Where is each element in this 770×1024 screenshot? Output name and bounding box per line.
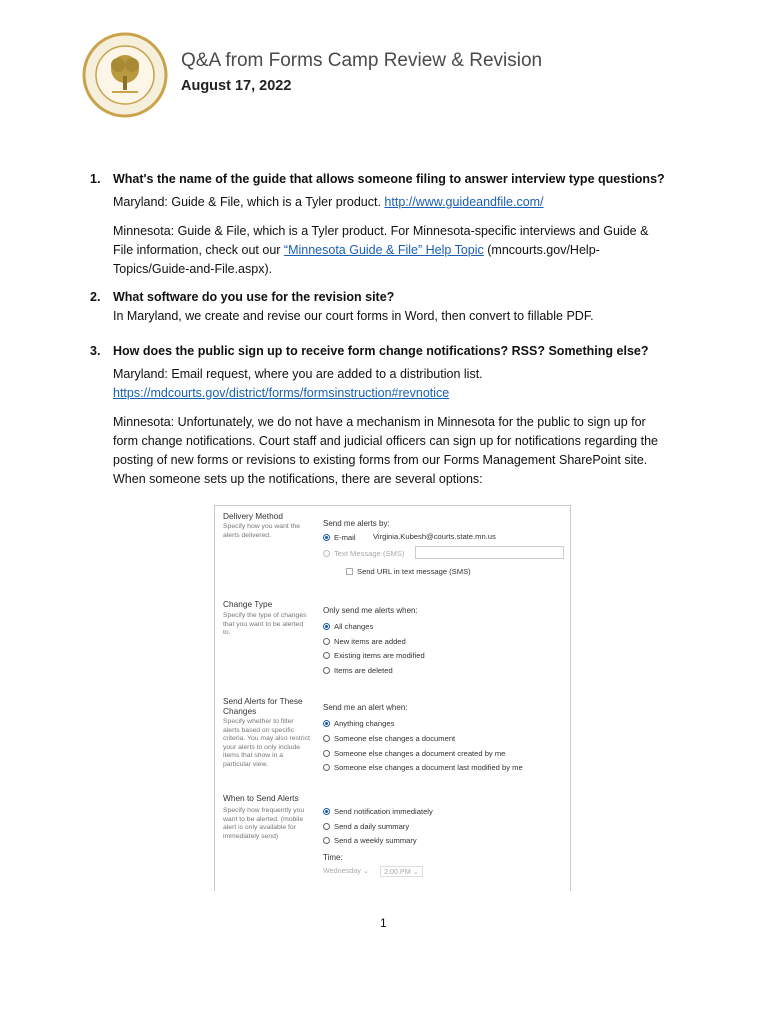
question-3: How does the public sign up to receive form change notifications? RSS? Something else? [113, 344, 649, 358]
answer-1-minnesota [113, 222, 683, 279]
day-select[interactable] [323, 866, 369, 875]
filter-option[interactable] [323, 719, 394, 728]
option-label: Send URL in text message (SMS) [357, 567, 471, 576]
answer-text: File information, check out our [113, 243, 284, 257]
change-type-desc: Specify the type of changes that you want to be alerted to. [223, 612, 307, 637]
filter-option[interactable] [323, 763, 523, 772]
option-label: Send a weekly summary [334, 836, 417, 845]
answer-line: Topics/Guide-and-File.aspx). [113, 262, 273, 276]
option-label: Text Message (SMS) [334, 549, 405, 558]
radio-icon[interactable] [323, 652, 330, 659]
answer-line: posting of new forms or revisions to existing forms from our Forms Management SharePoint site. [113, 453, 648, 467]
radio-icon[interactable] [323, 667, 330, 674]
page-number: 1 [380, 916, 387, 930]
option-label: Someone else changes a document created by me [334, 749, 506, 758]
radio-icon[interactable] [323, 735, 330, 742]
radio-selected-icon[interactable] [323, 534, 330, 541]
option-label: Send notification immediately [334, 807, 433, 816]
minnesota-guide-link[interactable]: “Minnesota Guide & File” Help Topic [283, 243, 484, 257]
chevron-down-icon: ⌄ [410, 867, 419, 876]
answer-1-maryland [113, 193, 683, 212]
radio-icon[interactable] [323, 638, 330, 645]
delivery-method-title: Delivery Method [223, 511, 283, 521]
court-seal-logo [82, 32, 168, 118]
question-number: 3. [90, 344, 101, 358]
answer-line: Minnesota: Guide & File, which is a Tyler product. For Minnesota-specific interviews and Guide & [113, 224, 649, 238]
change-type-option[interactable] [323, 651, 425, 660]
answer-line: When someone sets up the notifications, there are several options: [113, 472, 483, 486]
answer-line: Minnesota: Unfortunately, we do not have a mechanism in Minnesota for the public to sign up for [113, 415, 646, 429]
radio-selected-icon[interactable] [323, 720, 330, 727]
option-label: Existing items are modified [334, 651, 425, 660]
question-number: 2. [90, 290, 101, 304]
option-label: Send a daily summary [334, 822, 410, 831]
when-to-send-title: When to Send Alerts [223, 793, 299, 803]
email-address-value: Virginia.Kubesh@courts.state.mn.us [373, 532, 496, 541]
mdcourts-link[interactable]: https://mdcourts.gov/district/forms/formsinstruction#revnotice [113, 386, 450, 400]
change-type-title: Change Type [223, 599, 273, 609]
option-label: Someone else changes a document [334, 734, 456, 743]
radio-icon[interactable] [323, 750, 330, 757]
send-alerts-by-label: Send me alerts by: [323, 519, 390, 528]
answer-2: In Maryland, we create and revise our court forms in Word, then convert to fillable PDF. [113, 309, 594, 323]
delivery-method-desc: Specify how you want the alerts delivered. [223, 523, 301, 539]
time-label: Time: [323, 853, 343, 862]
guideandfile-link[interactable]: http://www.guideandfile.com/ [384, 195, 544, 209]
change-type-option[interactable] [323, 637, 406, 646]
option-label: Someone else changes a document last modified by me [334, 763, 523, 772]
filter-title: Send Alerts for These Changes [223, 696, 303, 716]
answer-text: (mncourts.gov/Help- [483, 243, 600, 257]
day-value: Wednesday [323, 866, 361, 875]
filter-option[interactable] [323, 734, 455, 743]
filter-desc: Specify whether to filter alerts based on specific criteria. You may also restrict your alerts to only include items that show in a particular view. [223, 718, 310, 768]
radio-icon[interactable] [323, 550, 330, 557]
answer-line: form change notifications. Court staff and judicial officers can sign up for notifications regarding the [113, 434, 658, 448]
filter-option[interactable] [323, 749, 505, 758]
option-label: Anything changes [334, 719, 395, 728]
only-send-label: Only send me alerts when: [323, 606, 418, 615]
answer-3-minnesota [113, 413, 683, 489]
alert-settings-screenshot [214, 505, 571, 891]
chevron-down-icon: ⌄ [360, 866, 369, 875]
radio-icon[interactable] [323, 823, 330, 830]
radio-icon[interactable] [323, 764, 330, 771]
change-type-option[interactable] [323, 622, 373, 631]
radio-selected-icon[interactable] [323, 808, 330, 815]
question-2: What software do you use for the revision site? [113, 290, 395, 304]
schedule-option[interactable] [323, 807, 433, 816]
sms-option[interactable] [323, 549, 404, 558]
send-alert-when-label: Send me an alert when: [323, 703, 408, 712]
hour-select[interactable] [380, 866, 423, 877]
email-option[interactable] [323, 533, 356, 542]
radio-icon[interactable] [323, 837, 330, 844]
document-date: August 17, 2022 [181, 78, 292, 94]
schedule-option[interactable] [323, 822, 409, 831]
when-to-send-desc: Specify how frequently you want to be alerted. (mobile alert is only available for immediately send) [223, 807, 305, 840]
hour-value: 2:00 PM [384, 867, 411, 876]
send-url-option[interactable] [346, 567, 471, 576]
question-1: What's the name of the guide that allows someone filing to answer interview type questions? [113, 172, 665, 186]
option-label: E-mail [334, 533, 356, 542]
change-type-option[interactable] [323, 666, 393, 675]
sms-number-input[interactable] [415, 546, 564, 559]
radio-selected-icon[interactable] [323, 623, 330, 630]
option-label: All changes [334, 622, 374, 631]
checkbox-icon[interactable] [346, 568, 353, 575]
option-label: New items are added [334, 637, 406, 646]
option-label: Items are deleted [334, 666, 393, 675]
question-number: 1. [90, 172, 101, 186]
document-title: Q&A from Forms Camp Review & Revision [181, 50, 543, 71]
answer-line: Maryland: Email request, where you are added to a distribution list. [113, 367, 483, 381]
answer-text: Maryland: Guide & File, which is a Tyler product. [113, 195, 385, 209]
schedule-option[interactable] [323, 836, 417, 845]
answer-3-maryland [113, 365, 683, 403]
answer-line [113, 241, 683, 260]
